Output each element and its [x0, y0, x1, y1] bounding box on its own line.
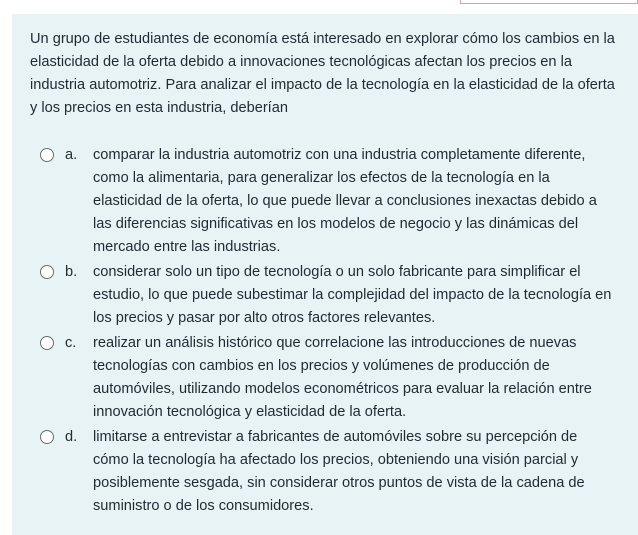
- option-text-c: realizar un análisis histórico que correlacione las introducciones de nuevas tecnologías con cambios en los precios y volúmenes de producción de automóviles, utilizando modelos econométricos para evaluar la relación entre innovación tecnológica y elasticidad de la oferta.: [93, 335, 592, 420]
- option-text-b: considerar solo un tipo de tecnología o un solo fabricante para simplificar el estudio, lo que puede subestimar la complejidad del impacto de la tecnología en los precios y pasar por alto otros factores relevantes.: [93, 264, 612, 326]
- radio-button-d[interactable]: [40, 430, 54, 444]
- option-letter-a: a.: [65, 147, 78, 163]
- option-a[interactable]: [30, 144, 622, 259]
- option-d[interactable]: [30, 426, 622, 518]
- option-text-d: limitarse a entrevistar a fabricantes de automóviles sobre su percepción de cómo la tecnología ha afectado los precios, obteniendo una visión parcial y posiblemente sesgada, sin considerar otros puntos de vista de la cadena de suministro o de los consumidores.: [93, 429, 585, 514]
- top-panel-edge: [460, 0, 638, 4]
- option-text-a: comparar la industria automotriz con una industria completamente diferente, como la alimentaria, para generalizar los efectos de la tecnología en la elasticidad de la oferta, lo que puede llevar a conclusiones inexactas debido a las diferencias significativas en los modelos de negocio y las dinámicas del mercado entre las industrias.: [93, 147, 597, 255]
- answer-options: [30, 144, 622, 518]
- question-card: [12, 14, 638, 535]
- option-c[interactable]: [30, 332, 622, 424]
- option-b[interactable]: [30, 261, 622, 330]
- radio-button-a[interactable]: [40, 148, 54, 162]
- radio-button-b[interactable]: [40, 265, 54, 279]
- question-text: Un grupo de estudiantes de economía está interesado en explorar cómo los cambios en la elasticidad de la oferta debido a innovaciones tecnológicas afectan los precios en la industria automotriz. Para analizar el impacto de la tecnología en la elasticidad de la oferta y los precios en esta industria, deberían: [30, 31, 615, 116]
- option-letter-d: d.: [65, 429, 78, 445]
- radio-button-c[interactable]: [40, 336, 54, 350]
- option-letter-b: b.: [65, 264, 78, 280]
- option-letter-c: c.: [65, 335, 77, 351]
